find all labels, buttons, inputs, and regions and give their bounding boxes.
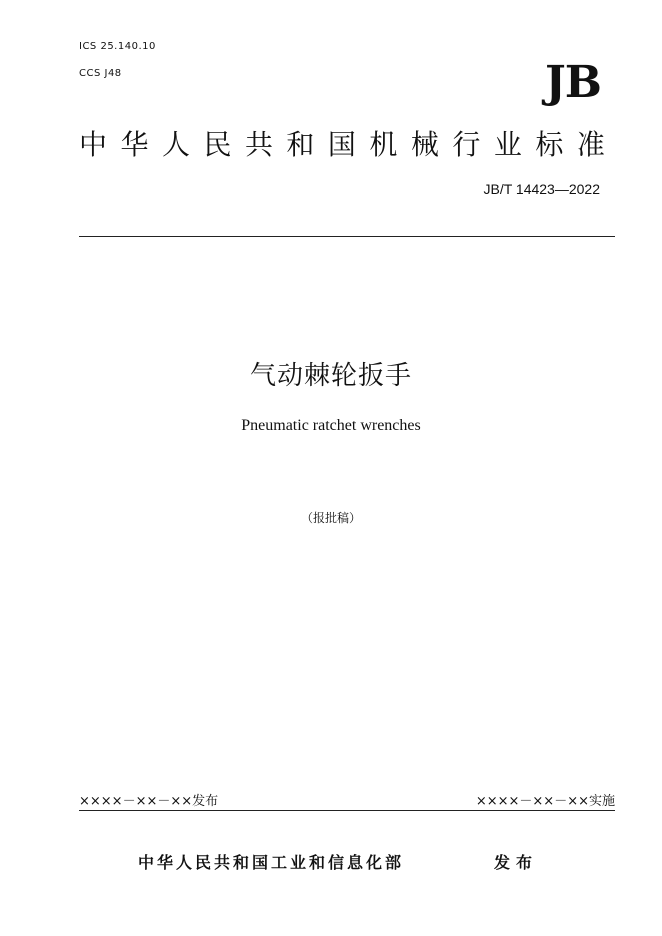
ccs-code: CCS J48 xyxy=(79,68,122,79)
standard-category-title xyxy=(79,127,605,163)
publish-date: ××××－××－××发布 xyxy=(79,794,219,809)
issuing-authority: 中华人民共和国工业和信息化部 xyxy=(138,853,405,872)
draft-status: （报批稿） xyxy=(300,511,361,525)
standard-title-char: 准 xyxy=(576,128,605,161)
standard-title-char: 业 xyxy=(493,128,522,161)
jb-logo: JB xyxy=(544,57,601,108)
standard-number: JB/T 14423—2022 xyxy=(483,181,600,197)
standard-title-char: 共 xyxy=(244,128,273,161)
standard-title-char: 民 xyxy=(203,128,232,161)
standard-title-char: 人 xyxy=(161,128,190,161)
document-title-en: Pneumatic ratchet wrenches xyxy=(241,417,421,434)
standard-title-char: 华 xyxy=(120,128,149,161)
standard-title-char: 标 xyxy=(535,128,564,161)
standard-title-char: 国 xyxy=(327,128,356,161)
bottom-divider xyxy=(79,810,615,811)
standard-title-char: 行 xyxy=(452,128,481,161)
issue-label: 发布 xyxy=(494,853,539,872)
standard-title-char: 械 xyxy=(410,128,439,161)
standard-title-char: 中 xyxy=(79,128,108,161)
ics-code: ICS 25.140.10 xyxy=(79,41,156,52)
document-title-cn: 气动棘轮扳手 xyxy=(249,361,412,391)
top-divider xyxy=(79,236,615,237)
implement-date: ××××－××－××实施 xyxy=(475,794,615,809)
standard-title-char: 机 xyxy=(369,128,398,161)
standard-title-char: 和 xyxy=(286,128,315,161)
